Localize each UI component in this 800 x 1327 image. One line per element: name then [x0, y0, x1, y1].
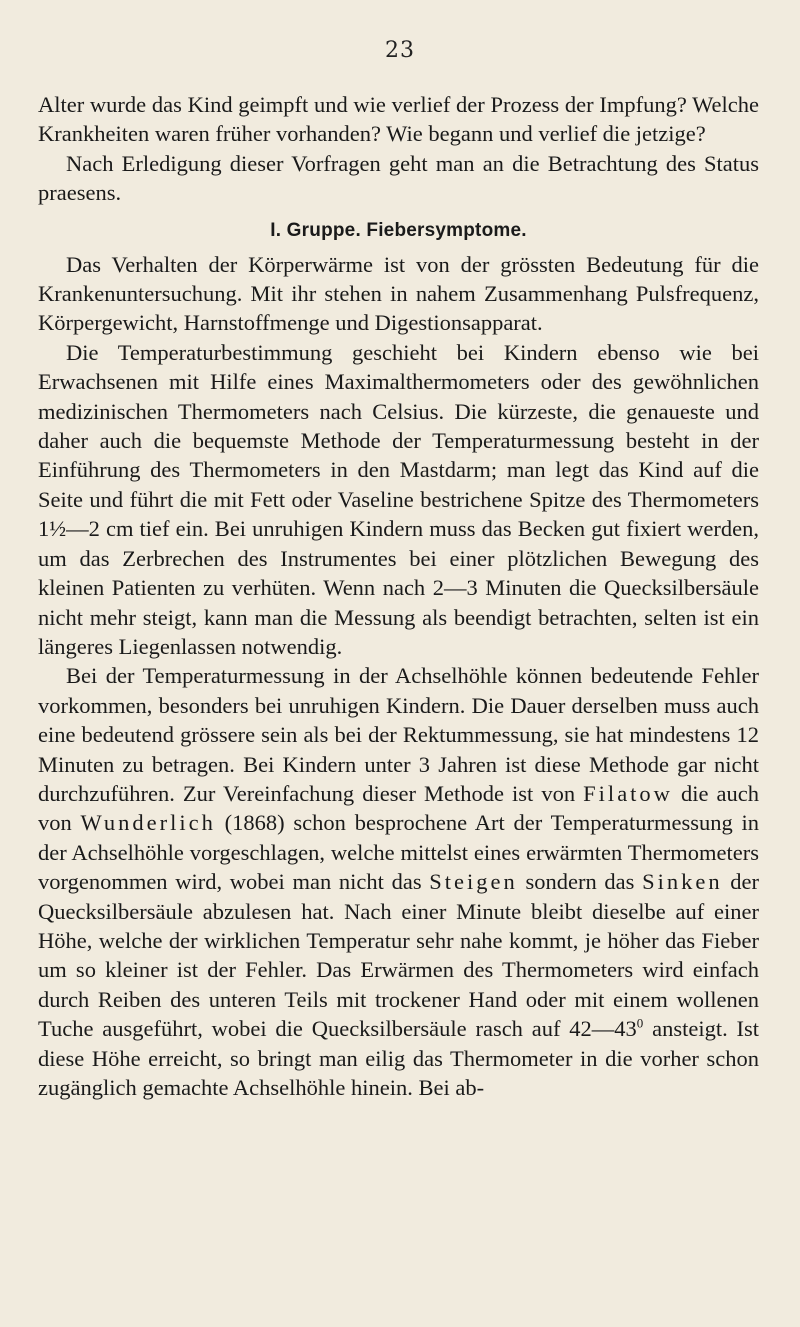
emphasis-sinken: Sinken: [642, 869, 723, 895]
page-number: 23: [385, 38, 415, 63]
paragraph-2: Die Temperaturbestimmung geschieht bei Kindern ebenso wie bei Erwachsenen mit Hilfe eines Maximalthermometers oder des gewöhnlichen medizinischen Thermometers nach Celsius. Die kürzeste, die genaueste und daher auch die bequemste Methode der Temperaturmessung besteht in der Einführung des Thermometers in den Mastdarm; man legt das Kind auf die Seite und führt die mit Fett oder Vaseline bestrichene Spitze des Thermometers 1½—2 cm tief ein. Bei unruhigen Kindern muss das Becken gut fixiert werden, um das Zerbrechen des Instrumentes bei einer plötzlichen Bewegung des kleinen Patienten zu verhüten. Wenn nach 2—3 Minuten die Quecksilbersäule nicht mehr steigt, kann man die Messung als beendigt betrachten, selten ist ein längeres Liegenlassen notwendig.: [38, 339, 759, 659]
paragraph-1: Das Verhalten der Körperwärme ist von der grössten Bedeutung für die Krankenuntersuchung. Mit ihr stehen in nahem Zusammenhang Pulsfrequenz, Körpergewicht, Harnstoffmenge und Digestionsapparat.: [38, 251, 759, 336]
paragraph-3-text-e: der Quecksilbersäule abzulesen hat. Nach einer Minute bleibt dieselbe auf einer Höhe, welche der wirklichen Temperatur sehr nahe kommt, je höher das Fieber um so kleiner ist der Fehler. Das Erwärmen des Thermometers wird einfach durch Reiben des unteren Teils mit trockener Hand oder mit einem wollenen Tuche ausgeführt, wobei die Quecksilbersäule rasch auf 42—43: [38, 869, 759, 1042]
emphasis-steigen: Steigen: [429, 869, 518, 895]
intro-paragraph-1: Alter wurde das Kind geimpft und wie verlief der Prozess der Impfung? Welche Krankheiten waren früher vorhanden? Wie begann und verlief die jetzige?: [38, 92, 759, 147]
page-text: [38, 90, 759, 1102]
paragraph-3-text-c: (1868) schon besprochene Art der Temperaturmessung in der Achselhöhle vorgeschlagen, welche mittelst eines erwärmten Thermometers vorgenommen wird, wobei man nicht das: [38, 810, 760, 895]
paragraph-3-text-b: die auch von: [38, 780, 760, 836]
paragraph-3-text-d: sondern das: [517, 869, 643, 895]
paragraph-3: [38, 661, 759, 1102]
degree-superscript: 0: [636, 1015, 644, 1031]
author-name-filatow: Filatow: [583, 780, 673, 806]
intro-paragraph-2: Nach Erledigung dieser Vorfragen geht man an die Betrachtung des Status praesens.: [38, 150, 759, 206]
paragraph-3-text-a: Bei der Temperaturmessung in der Achselhöhle können bedeutende Fehler vorkommen, besonders bei unruhigen Kindern. Die Dauer derselben muss auch eine bedeutend grössere sein als bei der Rektummessung, sie hat mindestens 12 Minuten zu betragen. Bei Kindern unter 3 Jahren ist diese Methode gar nicht durchzuführen. Zur Vereinfachung dieser Methode ist von: [38, 663, 759, 806]
paragraph-3-text-f: ansteigt. Ist diese Höhe erreicht, so bringt man eilig das Thermometer in die vorher schon zugänglich gemachte Achselhöhle hinein. Bei ab-: [38, 1016, 760, 1100]
author-name-wunderlich: Wunderlich: [80, 810, 216, 836]
section-heading: I. Gruppe. Fiebersymptome.: [270, 219, 527, 241]
